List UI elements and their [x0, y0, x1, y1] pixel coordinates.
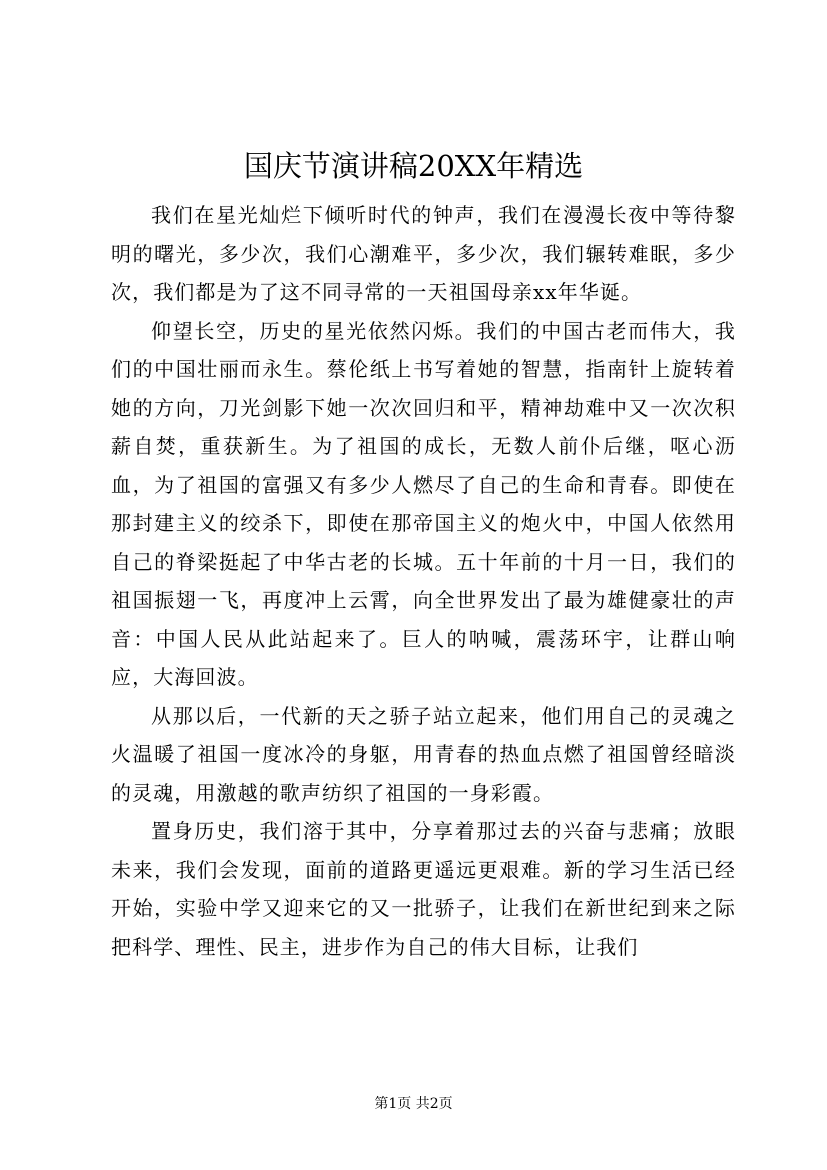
paragraph-1: 我们在星光灿烂下倾听时代的钟声，我们在漫漫长夜中等待黎明的曙光，多少次，我们心潮难平，多少次，我们辗转难眠，多少次，我们都是为了这不同寻常的一天祖国母亲xx年华诞。	[111, 203, 736, 304]
paragraph-3: 从那以后，一代新的天之骄子站立起来，他们用自己的灵魂之火温暖了祖国一度冰冷的身躯，用青春的热血点燃了祖国曾经暗淡的灵魂，用激越的歌声纺织了祖国的一身彩霞。	[111, 703, 736, 805]
document-title: 国庆节演讲稿20XX年精选	[243, 149, 584, 183]
page-number-footer: 第1页 共2页	[374, 1096, 453, 1112]
paragraph-2: 仰望长空，历史的星光依然闪烁。我们的中国古老而伟大，我们的中国壮丽而永生。蔡伦纸上书写着她的智慧，指南针上旋转着她的方向，刀光剑影下她一次次回归和平，精神劫难中又一次次积薪自焚，重获新生。为了祖国的成长，无数人前仆后继，呕心沥血，为了祖国的富强又有多少人燃尽了自己的生命和青春。即使在那封建主义的绞杀下，即使在那帝国主义的炮火中，中国人依然用自己的脊梁挺起了中华古老的长城。五十年前的十月一日，我们的祖国振翅一飞，再度冲上云霄，向全世界发出了最为雄健豪壮的声音：中国人民从此站起来了。巨人的呐喊，震荡环宇，让群山响应，大海回波。	[111, 318, 736, 689]
document-body	[111, 196, 736, 966]
paragraph-4: 置身历史，我们溶于其中，分享着那过去的兴奋与悲痛；放眼未来，我们会发现，面前的道路更遥远更艰难。新的学习生活已经开始，实验中学又迎来它的又一批骄子，让我们在新世纪到来之际把科学、理性、民主，进步作为自己的伟大目标，让我们	[111, 819, 736, 959]
